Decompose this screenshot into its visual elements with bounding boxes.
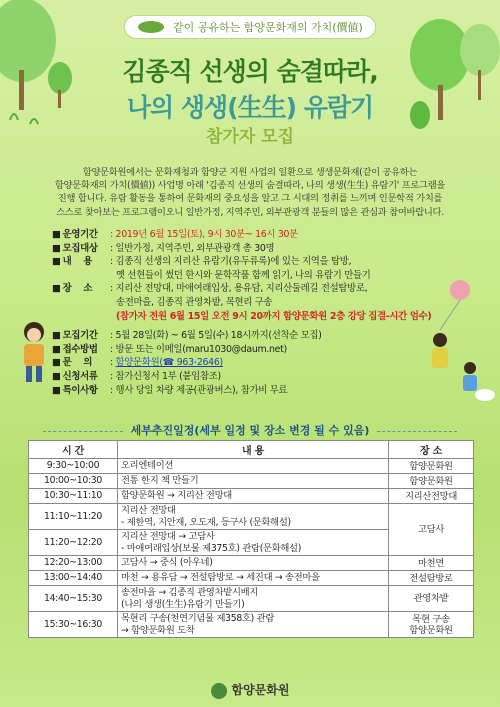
cell-content <box>118 530 389 556</box>
cell-content <box>118 571 389 586</box>
info-recruit <box>52 329 462 343</box>
inquiry-phone-link[interactable]: 함양문화원(☎ 963-2646) <box>115 357 223 369</box>
info-value: : 5월 28일(화) ~ 6월 5일(수) 18시까지(선착순 모집) <box>110 330 322 342</box>
table-header-row <box>29 441 474 459</box>
info-label: ■ 모집기간 <box>52 329 110 343</box>
info-value: : 지리산 전망대, 마애여래입상, 용유담, 지리산둘레길 전설탐방로, <box>110 283 368 295</box>
cell-content <box>118 459 389 474</box>
info-value: 옛 선현들이 썼던 한시와 문학작품 함께 읽기, 나의 유람기 만들기 <box>116 269 371 281</box>
cell-content <box>118 612 389 638</box>
cell-place: 마천면 <box>389 556 474 571</box>
cell-time: 9:30~10:00 <box>29 459 118 474</box>
table-row <box>29 474 474 489</box>
table-row <box>29 571 474 586</box>
intro-line: 함양문화재의 가치(價値)) 사업명 아래 '김종직 선생의 숨결따라, 나의 생생(生生) 유람기' 프로그램을 <box>54 180 446 192</box>
tagline-text: 같이 공유하는 함양문화재의 가치(價値) <box>173 21 363 34</box>
footer-org: 함양문화원 <box>231 683 290 697</box>
header-content: 내 용 <box>118 441 389 459</box>
cell-content <box>118 586 389 612</box>
info-value: : 참가신청서 1부 (붙임참조) <box>110 370 221 382</box>
inquiry-colon: : <box>110 357 116 369</box>
info-value: : 일반가정, 지역주민, 외부관광객 총 30명 <box>110 242 275 254</box>
info-label: ■ 특이사항 <box>52 384 110 398</box>
cell-content-line: → 함양문화원 도착 <box>121 624 195 636</box>
cell-place: 관영차밭 <box>389 586 474 612</box>
cell-content <box>118 556 389 571</box>
info-value: 송전마을, 김종직 관영차밭, 목현리 구송 <box>116 296 273 308</box>
cell-content-line: 목현리 구송(천연기념물 제358호) 관람 <box>121 613 274 624</box>
info-value <box>110 356 462 370</box>
cell-content-line: (나의 생생(生生)유람기 만들기) <box>121 598 245 610</box>
cell-content-line: 고담사 → 중식 (아우네) <box>121 557 213 569</box>
cell-content-line: 마천 → 용유담 → 전설탐방로 → 세진대 → 송전마을 <box>121 572 320 584</box>
table-row <box>29 612 474 638</box>
cell-content-line: 지리산 전망대 → 고담사 <box>121 531 215 542</box>
footer <box>0 681 500 699</box>
info-place-note <box>52 310 462 324</box>
cell-place: 함양문화원 <box>389 474 474 489</box>
cell-content-line: 지리산 전망대 <box>121 505 176 516</box>
cell-content-line: 전통 한지 책 만들기 <box>121 475 199 487</box>
intro-line: 진행 합니다. 유람 활동을 통하여 문화재의 중요성을 알고 그 시대의 정취를 느끼며 인문학적 가치를 <box>57 193 443 205</box>
cell-place: 함양문화원 <box>389 459 474 474</box>
cell-content-line: 함양문화원 → 지리산 전망대 <box>121 490 232 502</box>
cell-content-line: - 마애여래입상(보물 제375호) 관람(문화해설) <box>121 542 302 554</box>
title-line3: 참가자 모집 <box>205 127 295 147</box>
title-line2: 나의 생생(生生) 유람기 <box>126 93 374 122</box>
info-label: ■ 내 용 <box>52 255 110 269</box>
info-label: ■ 접수방법 <box>52 343 110 357</box>
info-content <box>52 255 462 269</box>
cell-content-line: - 제한역, 지안재, 오도재, 등구사 (문화해설) <box>121 516 291 528</box>
cell-time: 14:40~15:30 <box>29 586 118 612</box>
info-label: ■ 문 의 <box>52 356 110 370</box>
intro-line: 함양문화원에서는 문화재청과 함양군 지원 사업의 일환으로 생생문화재(같이 공유하는 <box>82 167 418 178</box>
cell-time: 13:00~14:40 <box>29 571 118 586</box>
info-apply <box>52 343 462 357</box>
cell-time: 12:20~13:00 <box>29 556 118 571</box>
cell-place: 고담사 <box>389 504 474 556</box>
info-period <box>52 228 462 242</box>
cell-time: 15:30~16:30 <box>29 612 118 638</box>
cell-content-line: 송전마을 → 김종직 관영차밭시배지 <box>121 587 258 598</box>
spacer <box>52 269 110 283</box>
table-row <box>29 504 474 530</box>
cell-place: 목현 구송 함양문화원 <box>389 612 474 638</box>
info-value: : 2019년 6월 15일(토), 9시 30분~ 16시 30분 <box>110 229 298 240</box>
culture-center-emblem-icon <box>211 683 227 699</box>
info-place <box>52 282 462 296</box>
table-row <box>29 489 474 504</box>
tagline-pill <box>125 16 375 38</box>
info-label: ■ 신청서류 <box>52 370 110 384</box>
cell-time: 11:10~11:20 <box>29 504 118 530</box>
table-row <box>29 556 474 571</box>
info-place-cont <box>52 296 462 310</box>
header-time: 시 간 <box>29 441 118 459</box>
schedule-body <box>29 459 474 638</box>
cell-time: 10:30~11:10 <box>29 489 118 504</box>
leaf-logo-icon <box>137 20 165 34</box>
spacer <box>52 296 110 310</box>
info-content-cont <box>52 269 462 283</box>
header-place: 장 소 <box>389 441 474 459</box>
cell-content-line: 오리엔테이션 <box>121 460 174 472</box>
cell-time: 11:20~12:20 <box>29 530 118 556</box>
info-inquiry <box>52 356 462 370</box>
info-value: : 행사 당일 차량 제공(관광버스), 참가비 무료 <box>110 384 288 396</box>
cell-place: 지리산전망대 <box>389 489 474 504</box>
cell-content <box>118 504 389 530</box>
info-list <box>52 228 462 397</box>
info-label: ■ 모집대상 <box>52 242 110 256</box>
intro-paragraph <box>18 166 482 219</box>
title-line1: 김종직 선생의 숨결따라, <box>122 57 378 86</box>
info-docs <box>52 370 462 384</box>
info-label: ■ 운영기간 <box>52 228 110 242</box>
schedule-table <box>28 440 474 638</box>
cell-place: 전설탐방로 <box>389 571 474 586</box>
spacer <box>52 310 110 324</box>
info-value: : 방문 또는 이메일(maru1030@daum.net) <box>110 343 287 355</box>
table-row <box>29 459 474 474</box>
table-row <box>29 586 474 612</box>
cell-content <box>118 474 389 489</box>
cell-content <box>118 489 389 504</box>
info-value: : 김종직 선생의 지리산 유람기(유두류록)에 있는 지역을 탐방, <box>110 256 352 268</box>
info-target <box>52 242 462 256</box>
schedule-title-text: 세부추진일정(세부 일정 및 장소 변경 될 수 있음) <box>130 424 370 437</box>
info-label: ■ 장 소 <box>52 282 110 296</box>
info-note: (참가자 전원 6월 15일 오전 9시 20까지 함양문화원 2층 강당 집결-시간 엄수) <box>116 310 432 322</box>
schedule-title <box>0 422 500 438</box>
cell-time: 10:00~10:30 <box>29 474 118 489</box>
intro-line: 스스로 찾아보는 프로그램이오니 일반가정, 지역주민, 외부관광객 분들의 많은 관심과 참여바랍니다. <box>56 206 444 218</box>
info-special <box>52 384 462 398</box>
